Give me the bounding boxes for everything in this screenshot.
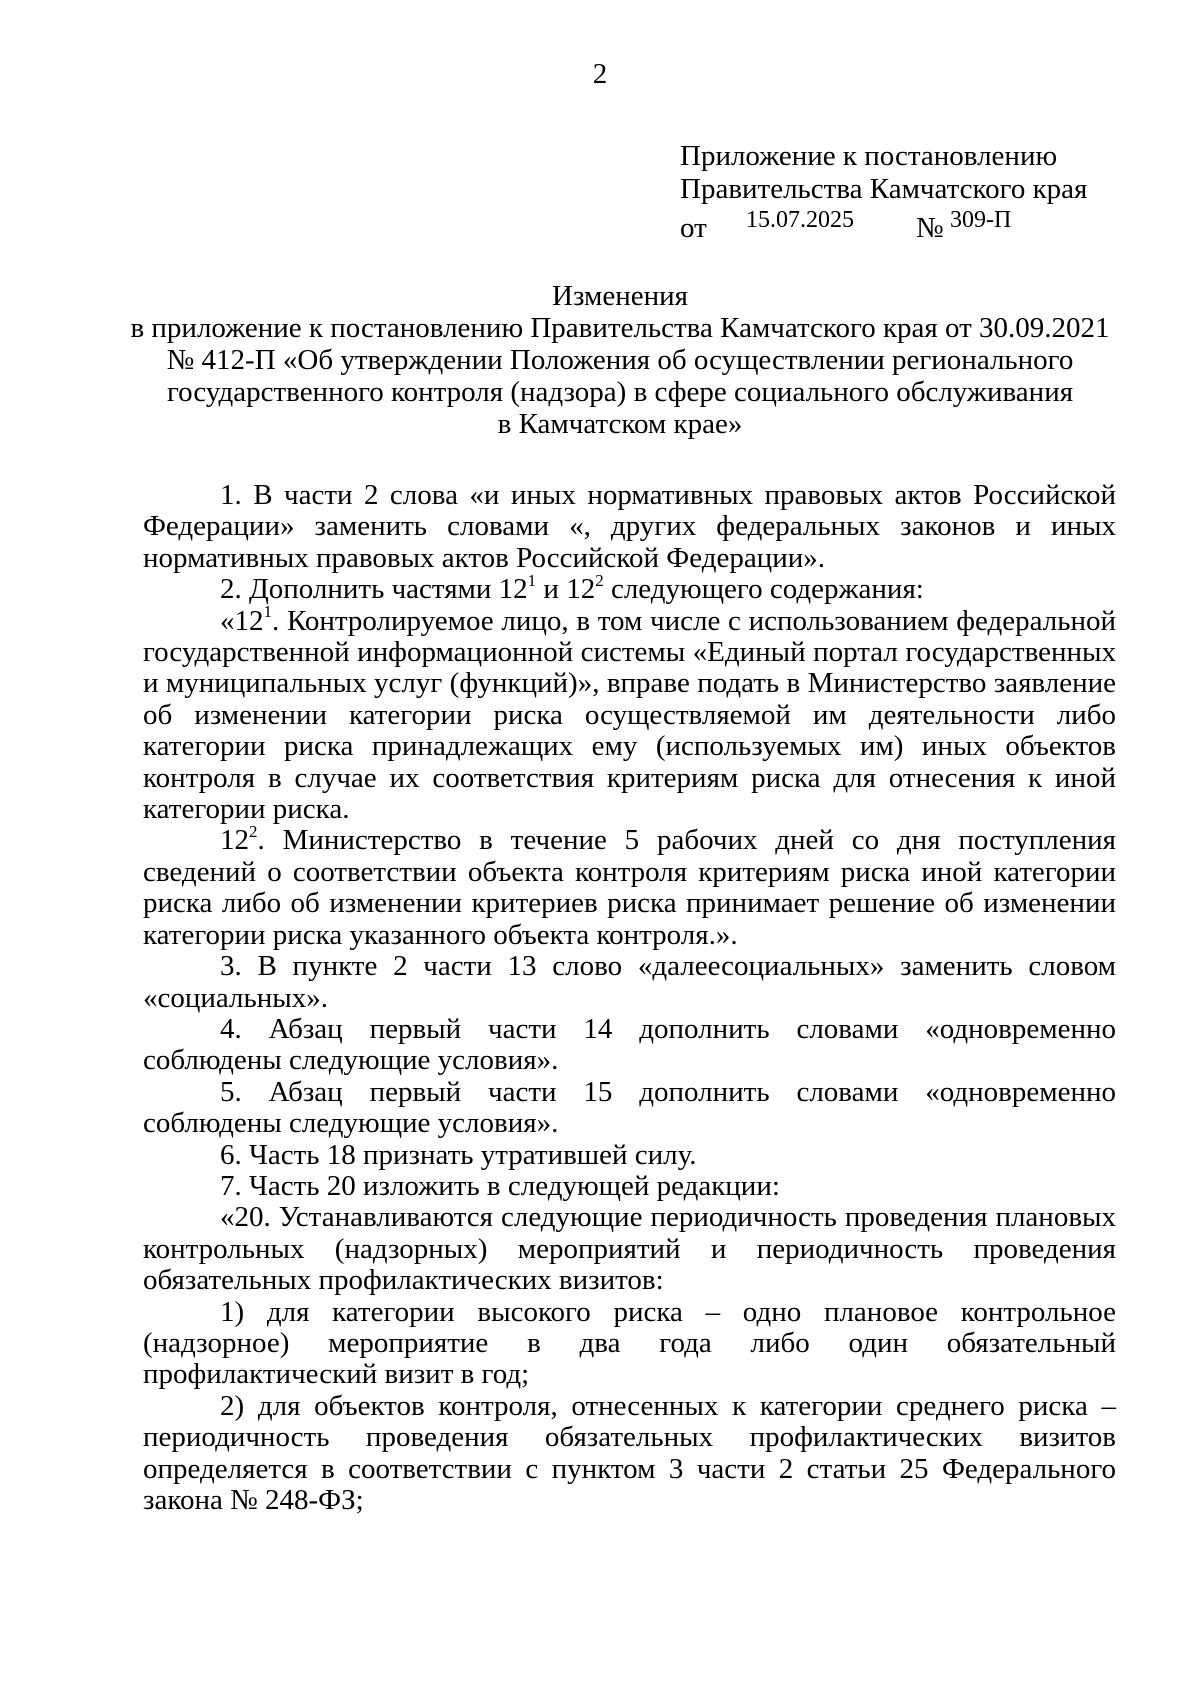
resolution-date: 15.07.2025 (746, 207, 854, 233)
superscript: 1 (527, 570, 537, 590)
page-number: 2 (592, 58, 608, 90)
title-line-2: в приложение к постановлению Правительства Камчатского края от 30.09.2021 (130, 312, 1110, 344)
paragraph-3: 3. В пункте 2 части 13 слово «далеесоциальных» заменить словом «социальных». (143, 950, 1116, 1014)
ot-label: от (680, 212, 707, 244)
paragraph-20-item-2: 2) для объектов контроля, отнесенных к категории среднего риска – периодичность проведения обязательных профилактических визитов определяется в соответствии с пунктом 3 части 2 статьи 25 Федерального закона № 248-ФЗ; (143, 1389, 1116, 1516)
paragraph-6: 6. Часть 18 признать утратившей силу. (220, 1138, 697, 1171)
title-line-3: № 412-П «Об утверждении Положения об осуществлении регионального (166, 344, 1074, 376)
document-title (120, 280, 1120, 440)
appendix-header (680, 140, 1087, 242)
title-line-5: в Камчатском крае» (497, 408, 743, 440)
paragraph-12-1-text-a: «12 (220, 604, 264, 637)
superscript: 2 (595, 570, 604, 590)
number-label: № (916, 212, 944, 244)
paragraph-12-2-text-a: 12 (220, 824, 249, 857)
paragraph-20: «20. Устанавливаются следующие периодичность проведения плановых контрольных (надзорных) мероприятий и периодичность проведения обязательных профилактических визитов: (143, 1201, 1116, 1297)
superscript: 1 (263, 601, 272, 621)
appendix-line-1: Приложение к постановлению (680, 140, 1058, 172)
appendix-date-row (680, 206, 1087, 242)
appendix-line-2: Правительства Камчатского края (680, 173, 1088, 205)
paragraph-2-text-a: 2. Дополнить частями 12 (220, 573, 528, 606)
paragraph-4: 4. Абзац первый части 14 дополнить словами «одновременно соблюдены следующие условия». (143, 1012, 1116, 1077)
paragraph-12-1 (143, 601, 1116, 826)
paragraph-12-2 (143, 821, 1116, 951)
paragraph-2-text-b: и 12 (536, 573, 596, 606)
paragraph-20-item-1: 1) для категории высокого риска – одно плановое контрольное (надзорное) мероприятие в два года либо один обязательный профилактический визит в год; (143, 1295, 1116, 1391)
document-body (143, 480, 1116, 1516)
title-line-1: Изменения (552, 280, 688, 312)
paragraph-7: 7. Часть 20 изложить в следующей редакции: (220, 1169, 780, 1202)
paragraph-5: 5. Абзац первый части 15 дополнить словами «одновременно соблюдены следующие условия». (143, 1075, 1116, 1140)
superscript: 2 (249, 821, 258, 841)
paragraph-2 (143, 570, 1116, 606)
paragraph-12-1-text-b: . Контролируемое лицо, в том числе с использованием федеральной государственной информационной системы «Единый портал государственных и муниципальных услуг (функций)», вправе подать в Министерство заявление об изменении категории риска осуществляемой им деятельности либо категории риска принадлежащих ему (используемых им) иных объектов контроля в случае их соответствия критериям риска для отнесения к иной категории риска. (143, 604, 1116, 826)
title-line-4: государственного контроля (надзора) в сфере социального обслуживания (166, 376, 1074, 408)
paragraph-1: 1. В части 2 слова «и иных нормативных правовых актов Российской Федерации» заменить словами «, других федеральных законов и иных нормативных правовых актов Российской Федерации». (143, 479, 1116, 574)
resolution-number: 309-П (950, 207, 1012, 233)
paragraph-12-2-text-b: . Министерство в течение 5 рабочих дней со дня поступления сведений о соответствии объекта контроля критериям риска иной категории риска либо об изменении критериев риска принимает решение об изменении категории риска указанного объекта контроля.». (143, 824, 1116, 951)
paragraph-2-text-c: следующего содержания: (603, 573, 924, 606)
